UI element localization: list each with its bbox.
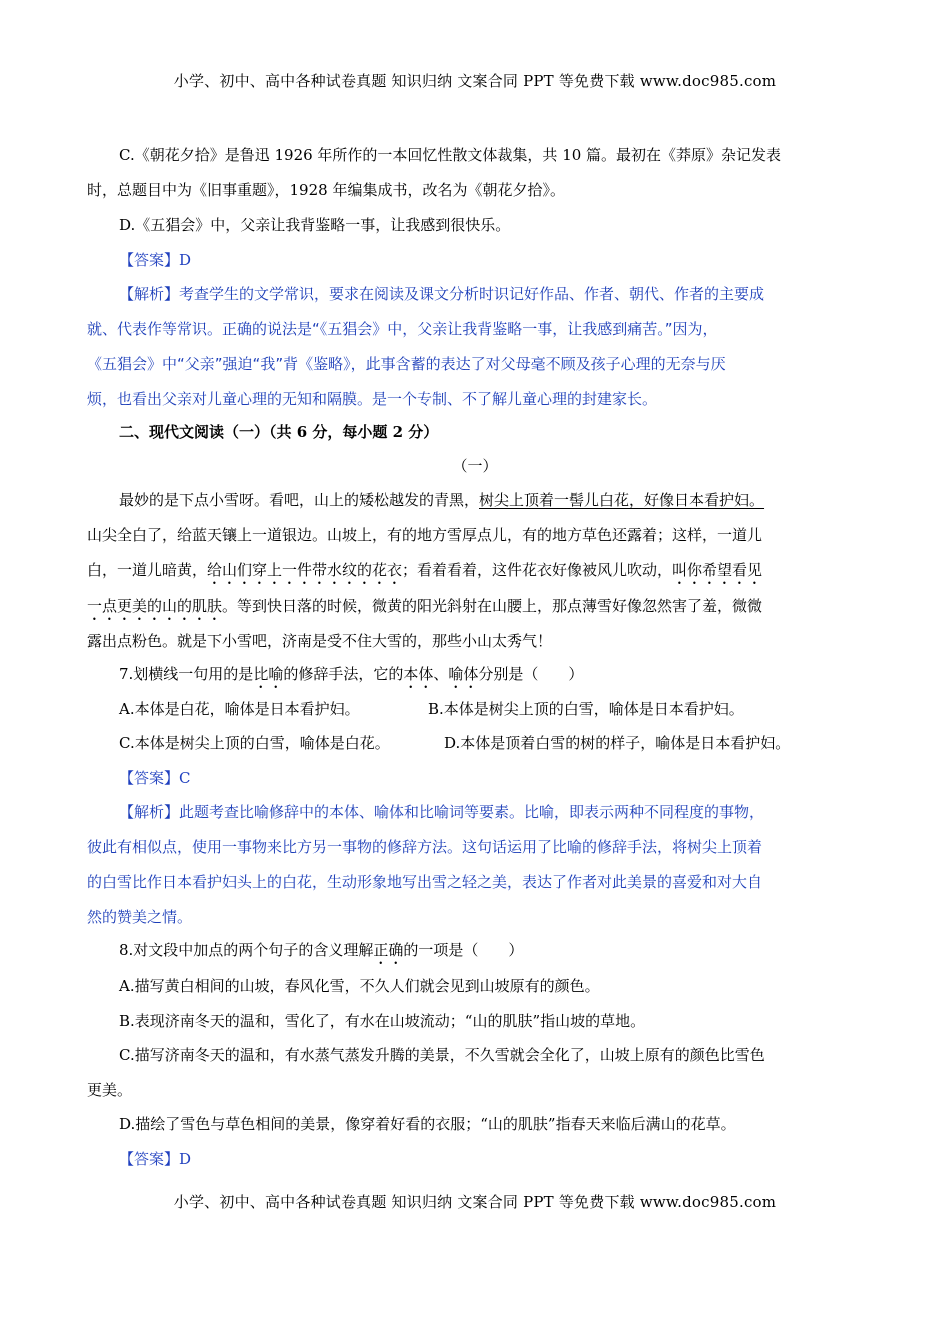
passage-text: ；看着看着，这件花衣好像被风儿吹动， (402, 561, 673, 579)
q8-option-a: A.描写黄白相间的山坡，春风化雪，不久人们就会见到山坡原有的颜色。 (119, 977, 600, 995)
page-header: 小学、初中、高中各种试卷真题 知识归纳 文案合同 PPT 等免费下载 www.doc985.com (173, 72, 777, 90)
dotted-sentence: 一点更美的山的肌肤 (87, 597, 223, 615)
dotted-sentence: 给山们穿上一件带水纹的花衣 (207, 561, 403, 579)
passage-text: 最妙的是下点小雪呀。看吧，山上的矮松越发的青黑， (119, 491, 480, 509)
q7-analysis-line3: 的白雪比作日本看护妇头上的白花，生动形象地写出雪之轻之美，表达了作者对此美景的喜爱和对大自 (87, 873, 763, 891)
q6-analysis-line4: 烦，也看出父亲对儿童心理的无知和隔膜。是一个专制、不了解儿童心理的封建家长。 (87, 390, 658, 408)
section-title: 二、现代文阅读（一）（共 6 分，每小题 2 分） (119, 423, 439, 441)
q7-analysis-line1: 【解析】此题考查比喻修辞中的本体、喻体和比喻词等要素。比喻，即表示两种不同程度的事物， (119, 803, 765, 821)
q7-stem-text: 、 (433, 665, 449, 683)
q7-option-b: B.本体是树尖上顶的白雪，喻体是日本看护妇。 (428, 700, 744, 718)
q7-stem-text: 的修辞手法，它的 (283, 665, 404, 683)
q8-option-d: D.描绘了雪色与草色相间的美景，像穿着好看的衣服；“山的肌肤”指春天来临后满山的花草。 (119, 1115, 736, 1133)
q7-option-d: D.本体是顶着白雪的树的样子，喻体是日本看护妇。 (444, 734, 791, 752)
q7-emphasis: 本体 (403, 665, 434, 683)
q6-analysis-line2: 就、代表作等常识。正确的说法是“《五猖会》中，父亲让我背鉴略一事，让我感到痛苦。”因为， (87, 320, 718, 338)
q8-answer: 【答案】D (119, 1150, 192, 1168)
q7-stem (119, 664, 867, 692)
q8-stem-text: 8.对文段中加点的两个句子的含义理解 (119, 941, 374, 959)
passage-line3 (87, 560, 867, 588)
q8-emphasis: 正确 (373, 941, 404, 959)
q7-emphasis: 比喻 (253, 665, 284, 683)
q6-option-c-line2: 时，总题目中为《旧事重题》，1928 年编集成书，改名为《朝花夕拾》。 (87, 181, 565, 199)
q6-option-c-line1: C.《朝花夕拾》是鲁迅 1926 年所作的一本回忆性散文体裁集，共 10 篇。最初在《莽原》杂记发表 (119, 146, 782, 164)
q8-stem (119, 940, 867, 968)
q6-answer: 【答案】D (119, 251, 192, 269)
q7-analysis-line2: 彼此有相似点，使用一事物来比方另一事物的修辞方法。这句话运用了比喻的修辞手法，将树尖上顶着 (87, 838, 763, 856)
dotted-sentence: 叫你希望看见 (672, 561, 763, 579)
q8-option-c-line2: 更美。 (87, 1081, 133, 1099)
q7-option-a: A.本体是白花，喻体是日本看护妇。 (119, 700, 360, 718)
passage-text: 。等到快日落的时候，微黄的阳光斜射在山腰上，那点薄雪好像忽然害了羞，微微 (222, 597, 763, 615)
q6-analysis-line3: 《五猖会》中“父亲”强迫“我”背《鉴略》，此事含蓄的表达了对父母毫不顾及孩子心理的无奈与厌 (87, 355, 726, 373)
q8-option-b: B.表现济南冬天的温和，雪化了，有水在山坡流动；“山的肌肤”指山坡的草地。 (119, 1012, 646, 1030)
passage-line1 (119, 490, 867, 510)
passage-text: 白，一道儿暗黄， (87, 561, 208, 579)
passage-line4 (87, 596, 867, 624)
q8-option-c-line1: C.描写济南冬天的温和，有水蒸气蒸发升腾的美景，不久雪就会全化了，山坡上原有的颜色比雪色 (119, 1046, 765, 1064)
q7-stem-text: 分别是（ ） (478, 665, 584, 683)
section-subtitle: （一） (452, 457, 498, 475)
q8-stem-text: 的一项是（ ） (403, 941, 524, 959)
underlined-sentence: 树尖上顶着一髻儿白花，好像日本看护妇。 (479, 491, 765, 509)
page-footer: 小学、初中、高中各种试卷真题 知识归纳 文案合同 PPT 等免费下载 www.doc985.com (173, 1193, 777, 1211)
q7-stem-text: 7.划横线一句用的是 (119, 665, 254, 683)
q6-analysis-line1: 【解析】考查学生的文学常识，要求在阅读及课文分析时识记好作品、作者、朝代、作者的主要成 (119, 285, 765, 303)
q6-option-d: D.《五猖会》中，父亲让我背鉴略一事，让我感到很快乐。 (119, 216, 511, 234)
q7-option-c: C.本体是树尖上顶的白雪，喻体是白花。 (119, 734, 390, 752)
passage-line5: 露出点粉色。就是下小雪吧，济南是受不住大雪的，那些小山太秀气！ (87, 632, 553, 650)
q7-answer: 【答案】C (119, 769, 191, 787)
q7-analysis-line4: 然的赞美之情。 (87, 908, 193, 926)
passage-line2: 山尖全白了，给蓝天镶上一道银边。山坡上，有的地方雪厚点儿，有的地方草色还露着；这样，一道儿 (87, 526, 763, 544)
q7-emphasis: 喻体 (448, 665, 479, 683)
